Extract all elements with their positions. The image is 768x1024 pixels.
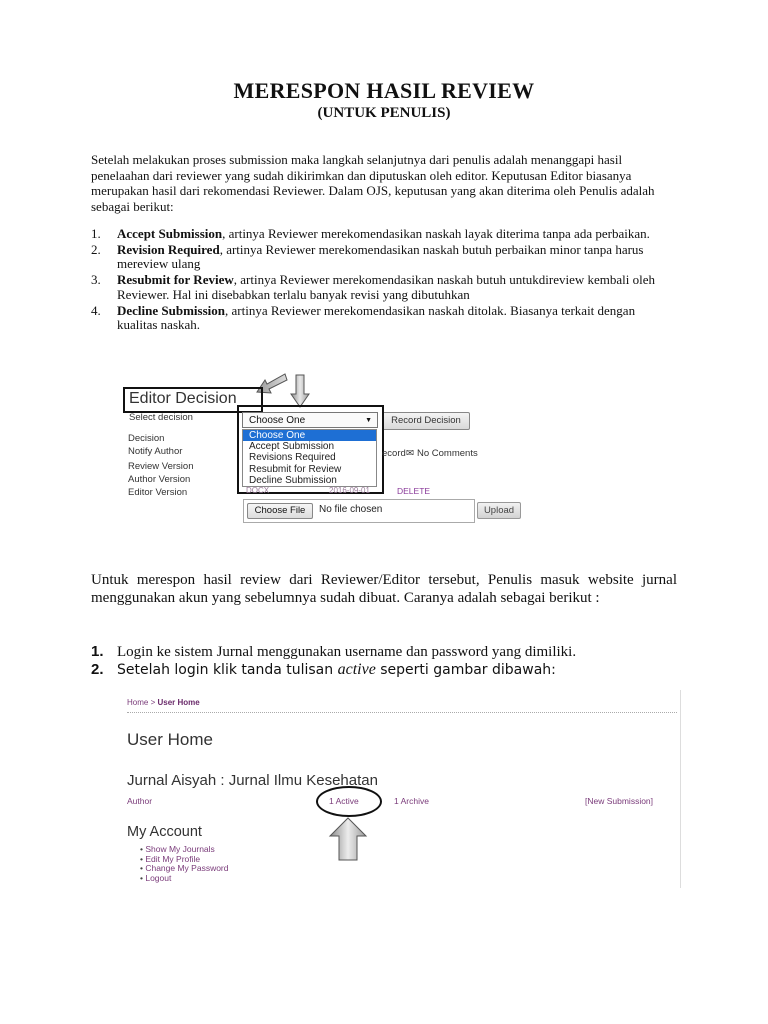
new-submission-link[interactable]: [New Submission]	[585, 796, 654, 806]
journal-name: Jurnal Aisyah : Jurnal Ilmu Kesehatan	[127, 772, 378, 789]
list-item: 1. Login ke sistem Jurnal menggunakan username dan password yang dimiliki.	[91, 643, 577, 660]
dropdown-highlight-frame	[237, 405, 384, 494]
change-my-password-link[interactable]: • Change My Password	[140, 864, 229, 874]
list-item: 3. Resubmit for Review, artinya Reviewer merekomendasikan naskah butuh untukdireview kembali oleh Reviewer. Hal ini disebabkan terlalu banyak revisi yang dibutuhkan	[91, 272, 656, 302]
highlight-oval	[316, 786, 382, 817]
decision-term: Revision Required	[117, 241, 220, 257]
file-date: 2016-09-01	[329, 486, 370, 495]
breadcrumb-home-link[interactable]: Home	[127, 698, 149, 707]
my-account-heading: My Account	[127, 824, 202, 840]
user-home-screenshot	[118, 690, 681, 888]
option-resubmit-for-review[interactable]: Resubmit for Review	[249, 463, 342, 475]
file-name-fragment: DOCX	[246, 486, 270, 495]
no-file-label: No file chosen	[319, 504, 383, 515]
editor-decision-title: Editor Decision	[129, 390, 237, 407]
option-choose-one[interactable]: Choose One	[243, 430, 376, 441]
document-subtitle: (UNTUK PENULIS)	[317, 105, 451, 121]
active-submissions-link[interactable]: 1 Active	[329, 796, 359, 806]
divider	[127, 712, 677, 713]
review-version-label: Review Version	[128, 461, 194, 472]
editor-version-label: Editor Version	[128, 487, 188, 498]
option-revisions-required[interactable]: Revisions Required	[249, 452, 336, 464]
record-text-fragment: ecord	[382, 448, 406, 459]
breadcrumb: Home > User Home	[127, 698, 200, 707]
decision-term: Accept Submission	[117, 226, 223, 241]
caret-down-icon: ▼	[365, 417, 372, 424]
choose-file-button[interactable]: Choose File	[247, 503, 313, 519]
show-my-journals-link[interactable]: • Show My Journals	[140, 845, 229, 855]
logout-link[interactable]: • Logout	[140, 874, 229, 884]
page-title: User Home	[127, 730, 213, 749]
option-accept-submission[interactable]: Accept Submission	[249, 441, 335, 453]
document-title: MERESPON HASIL REVIEW	[233, 78, 535, 103]
upload-button[interactable]: Upload	[477, 502, 521, 519]
active-emphasis: active	[337, 661, 376, 678]
steps-list	[91, 643, 691, 679]
list-item: 2. Revision Required, artinya Reviewer merekomendasikan naskah butuh perbaikan minor tanpa harus mereview ulang	[91, 241, 644, 272]
account-links	[140, 845, 229, 883]
arrow-down-icon	[290, 374, 310, 408]
no-comments-label: No Comments	[417, 448, 478, 459]
option-decline-submission[interactable]: Decline Submission	[249, 474, 337, 486]
list-item: 1. Accept Submission, artinya Reviewer merekomendasikan naskah layak diterima tanpa ada perbaikan.	[91, 226, 650, 241]
decision-term: Resubmit for Review	[117, 272, 234, 288]
decision-label: Decision	[128, 433, 165, 444]
archive-link[interactable]: 1 Archive	[394, 796, 429, 806]
list-item: 4. Decline Submission, artinya Reviewer merekomendasikan naskah ditolak. Biasanya terkait dengan kualitas naskah.	[91, 302, 636, 333]
intro-paragraph: Setelah melakukan proses submission maka langkah selanjutnya dari penulis adalah menanggapi hasil penelaahan dari reviewer yang sudah dikirimkan dan diputuskan oleh editor. Keputusan Editor biasanya merupakan hasil dari rekomendasi Reviewer. Dalam OJS, keputusan yang akan diterima oleh Penulis adalah sebagai berikut:	[91, 152, 655, 214]
author-role-link[interactable]: Author	[127, 796, 153, 806]
record-decision-button[interactable]: Record Decision	[382, 412, 470, 430]
arrow-up-icon	[328, 816, 368, 862]
editor-decision-screenshot	[120, 372, 515, 532]
decision-select[interactable]: Choose One ▼	[242, 412, 378, 428]
breadcrumb-current[interactable]: User Home	[157, 698, 200, 707]
instructions-paragraph: Untuk merespon hasil review dari Reviewer/Editor tersebut, Penulis masuk website jurnal menggunakan akun yang sebelumnya sudah dibuat. Caranya adalah sebagai berikut :	[91, 572, 677, 606]
select-decision-label: Select decision	[129, 412, 193, 423]
file-input[interactable]	[243, 499, 475, 523]
decision-term: Decline Submission	[117, 302, 225, 318]
decision-list	[91, 227, 675, 334]
list-item: 2. Setelah login klik tanda tulisan active seperti gambar dibawah:	[91, 661, 556, 678]
comment-icon: ✉	[406, 448, 414, 459]
delete-link[interactable]: DELETE	[397, 486, 431, 496]
notify-author-label: Notify Author	[128, 446, 183, 457]
author-version-label: Author Version	[128, 474, 191, 485]
edit-my-profile-link[interactable]: • Edit My Profile	[140, 855, 229, 865]
